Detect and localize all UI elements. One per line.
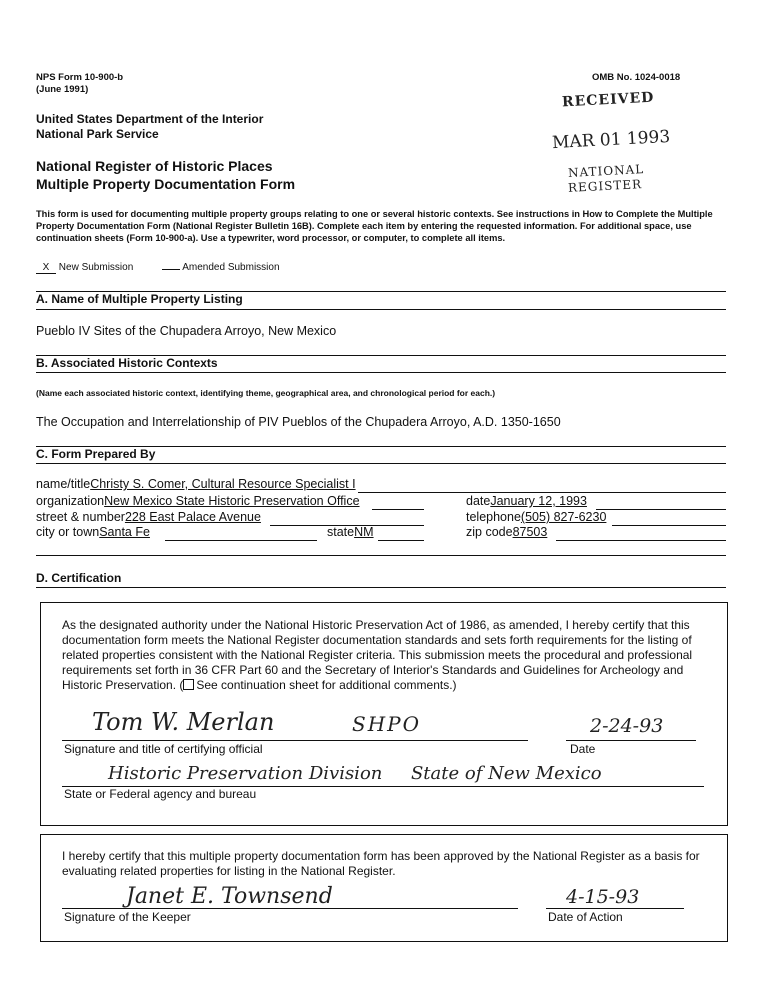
telephone-row xyxy=(466,510,606,524)
state-value[interactable]: NM xyxy=(354,525,374,539)
name-title-value[interactable]: Christy S. Comer, Cultural Resource Specialist I xyxy=(90,477,356,491)
state-row xyxy=(327,525,374,539)
amended-submission-label: Amended Submission xyxy=(182,262,280,273)
section-c-bottom-rule xyxy=(36,463,726,464)
amended-submission-option[interactable] xyxy=(162,262,280,273)
section-a-heading: A. Name of Multiple Property Listing xyxy=(36,292,243,306)
zip-row xyxy=(466,525,547,539)
historic-context[interactable]: The Occupation and Interrelationship of PIV Pueblos of the Chupadera Arroyo, A.D. 1350-1650 xyxy=(36,415,561,429)
city-value[interactable]: Santa Fe xyxy=(99,525,150,539)
certification-date-label: Date xyxy=(570,742,596,756)
name-title-fill-line xyxy=(358,492,726,493)
certification-date-line xyxy=(566,740,696,741)
city-fill-line xyxy=(165,540,317,541)
street-value[interactable]: 228 East Palace Avenue xyxy=(124,510,261,524)
date-label: date xyxy=(466,494,491,508)
section-c-end-rule xyxy=(36,555,726,556)
certification-date-handwritten: 2-24-93 xyxy=(590,715,664,737)
certifying-signature-line xyxy=(62,740,528,741)
telephone-label: telephone xyxy=(466,510,521,524)
street-label: street & number xyxy=(36,510,125,524)
form-date: (June 1991) xyxy=(36,84,89,95)
state-label: state xyxy=(327,525,355,539)
form-title-2: Multiple Property Documentation Form xyxy=(36,176,296,192)
continuation-checkbox[interactable] xyxy=(183,679,194,690)
city-row xyxy=(36,525,150,539)
certifying-signature: Tom W. Merlan xyxy=(92,708,275,736)
state-fill-line xyxy=(378,540,424,541)
street-row xyxy=(36,510,261,524)
organization-value[interactable]: New Mexico State Historic Preservation Office xyxy=(104,494,360,508)
keeper-signature-label: Signature of the Keeper xyxy=(64,910,191,924)
omb-number: OMB No. 1024-0018 xyxy=(592,72,681,83)
section-d-rule xyxy=(36,587,726,588)
form-title-1: National Register of Historic Places xyxy=(36,158,273,174)
zip-fill-line xyxy=(556,540,726,541)
continuation-note: See continuation sheet for additional comments.) xyxy=(196,678,457,692)
date-value[interactable]: January 12, 1993 xyxy=(490,494,587,508)
keeper-date-line xyxy=(546,908,684,909)
telephone-value[interactable]: (505) 827-6230 xyxy=(520,510,607,524)
certifying-signature-label: Signature and title of certifying official xyxy=(64,742,263,756)
organization-label: organization xyxy=(36,494,105,508)
department-name: United States Department of the Interior xyxy=(36,112,264,126)
keeper-signature-line xyxy=(62,908,518,909)
section-b-note: (Name each associated historic context, identifying theme, geographical area, and chronological period for each.) xyxy=(36,388,496,398)
organization-row xyxy=(36,494,360,508)
agency-name: National Park Service xyxy=(36,127,159,141)
new-submission-mark: X xyxy=(36,262,56,274)
amended-submission-mark xyxy=(162,269,180,270)
organization-fill-line xyxy=(372,509,424,510)
telephone-fill-line xyxy=(612,525,726,526)
section-b-bottom-rule xyxy=(36,372,726,373)
keeper-date-label: Date of Action xyxy=(548,910,623,924)
section-c-heading: C. Form Prepared By xyxy=(36,447,156,461)
certifying-title-handwritten: SHPO xyxy=(352,712,421,736)
name-title-label: name/title xyxy=(36,477,91,491)
agency-handwritten: Historic Preservation Division State of New Mexico xyxy=(108,763,602,784)
certification-statement: As the designated authority under the National Historic Preservation Act of 1986, as amended, I hereby certify that this documentation form meets the National Register documentation standards and sets forth requirements for the listing of related properties consistent with the National Register criteria. This submission meets the procedural and professional requirements set forth in 36 CFR Part 60 and the Secretary of Interior's Standards and Guidelines for Archeology and Historic Preservation. ( xyxy=(62,618,693,692)
city-label: city or town xyxy=(36,525,100,539)
section-b-heading: B. Associated Historic Contexts xyxy=(36,356,218,370)
new-submission-label: New Submission xyxy=(58,262,134,273)
section-a-bottom-rule xyxy=(36,309,726,310)
certification-text xyxy=(62,618,710,693)
received-stamp-line2: REGISTER xyxy=(567,177,643,195)
keeper-signature: Janet E. Townsend xyxy=(126,884,333,909)
zip-value[interactable]: 87503 xyxy=(512,525,548,539)
form-number: NPS Form 10-900-b xyxy=(36,72,124,83)
keeper-certification-text: I hereby certify that this multiple property documentation form has been approved by the National Register as a basis for evaluating related properties for listing in the National Register. xyxy=(62,849,700,878)
name-title-row xyxy=(36,477,356,491)
new-submission-option[interactable] xyxy=(36,262,133,274)
keeper-date-handwritten: 4-15-93 xyxy=(566,886,640,908)
date-fill-line xyxy=(596,509,726,510)
form-instructions: This form is used for documenting multiple property groups relating to one or several historic contexts. See instructions in How to Complete the Multiple Property Documentation Form (National Register Bulletin 16B). Complete each item by entering the requested information. For additional space, use continuation sheets (Form 10-900-a). Use a typewriter, word processor, or computer, to complete all items. xyxy=(36,209,713,243)
zip-label: zip code xyxy=(466,525,513,539)
section-d-heading: D. Certification xyxy=(36,571,122,585)
date-row xyxy=(466,494,587,508)
received-stamp: RECEIVED xyxy=(561,89,655,111)
agency-label: State or Federal agency and bureau xyxy=(64,787,257,801)
received-stamp-line1: NATIONAL xyxy=(567,162,645,180)
received-stamp-date: MAR 01 1993 xyxy=(551,126,671,154)
property-listing-name[interactable]: Pueblo IV Sites of the Chupadera Arroyo, New Mexico xyxy=(36,324,337,338)
